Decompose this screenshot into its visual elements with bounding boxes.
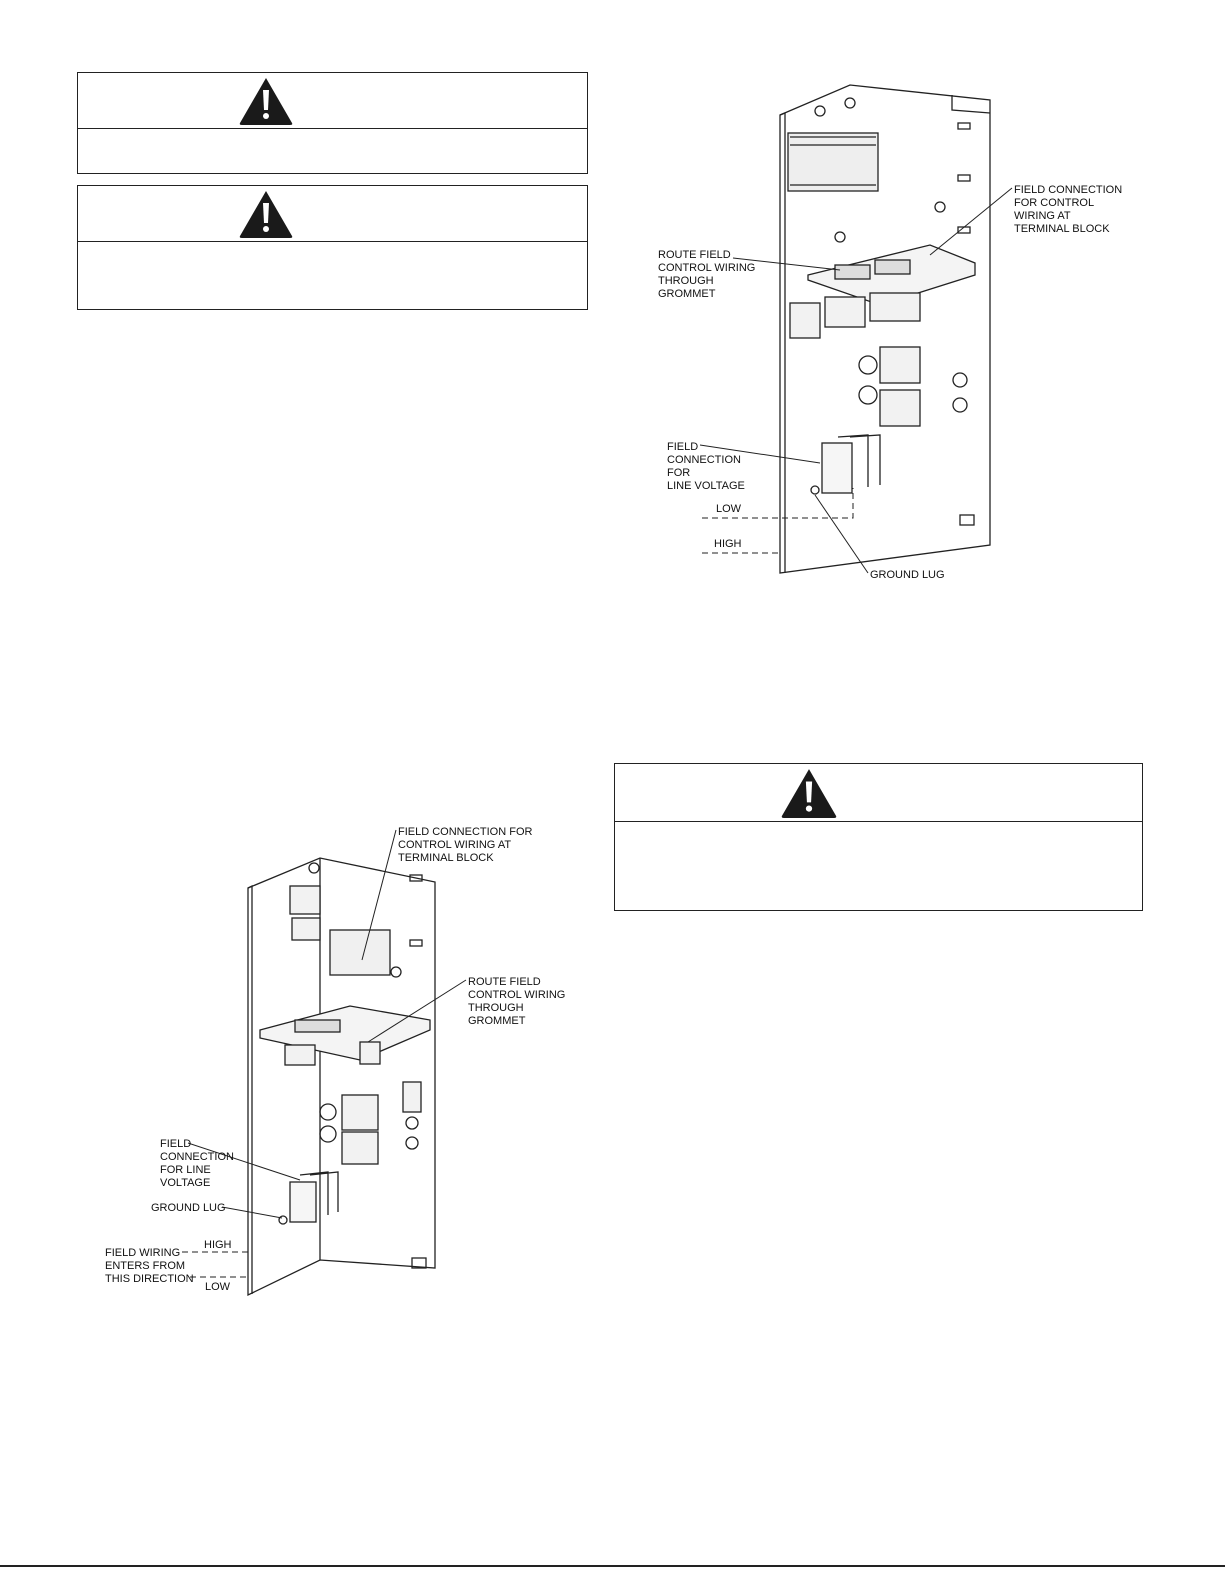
label-field-control-line4: TERMINAL BLOCK — [1014, 223, 1110, 235]
label-field-control-line3: WIRING AT — [1014, 210, 1071, 222]
label-b-route-grommet-line3: THROUGH — [468, 1002, 524, 1014]
warning-triangle-icon — [238, 189, 294, 239]
label-b-line-voltage-line1: FIELD — [160, 1138, 192, 1150]
label-b-line-voltage-line4: VOLTAGE — [160, 1177, 211, 1189]
label-line-voltage-line2: CONNECTION — [667, 454, 741, 466]
control-panel-diagram-bottom — [100, 820, 570, 1300]
label-b-line-voltage-line2: CONNECTION — [160, 1151, 234, 1163]
label-b-route-grommet-line1: ROUTE FIELD — [468, 976, 541, 988]
warning-box-1 — [77, 72, 588, 174]
label-b-route-grommet-line4: GROMMET — [468, 1015, 526, 1027]
warning-triangle-icon — [779, 767, 839, 819]
label-b-low: LOW — [205, 1281, 231, 1293]
label-b-line-voltage-line3: FOR LINE — [160, 1164, 211, 1176]
label-field-control-line1: FIELD CONNECTION — [1014, 184, 1123, 196]
label-b-field-wiring-line1: FIELD WIRING — [105, 1247, 181, 1259]
label-line-voltage-line1: FIELD — [667, 441, 699, 453]
label-low: LOW — [716, 503, 742, 515]
label-b-field-control-line3: TERMINAL BLOCK — [398, 852, 494, 864]
warning-box-3 — [614, 763, 1143, 911]
warning-header-1 — [78, 73, 587, 129]
label-route-grommet-line3: THROUGH — [658, 275, 714, 287]
label-b-field-control-line1: FIELD CONNECTION FOR — [398, 826, 533, 838]
label-b-field-wiring-line3: THIS DIRECTION — [105, 1273, 194, 1285]
warning-header-3 — [615, 764, 1142, 822]
label-field-control-line2: FOR CONTROL — [1014, 197, 1095, 209]
warning-box-2 — [77, 185, 588, 310]
label-route-grommet-line1: ROUTE FIELD — [658, 249, 731, 261]
label-high: HIGH — [714, 538, 742, 550]
label-b-route-grommet-line2: CONTROL WIRING — [468, 989, 566, 1001]
label-b-high: HIGH — [204, 1239, 232, 1251]
label-b-field-wiring-line2: ENTERS FROM — [105, 1260, 186, 1272]
label-line-voltage-line3: FOR — [667, 467, 691, 479]
label-route-grommet-line2: CONTROL WIRING — [658, 262, 756, 274]
label-ground-lug: GROUND LUG — [870, 569, 945, 581]
control-panel-diagram-top — [640, 75, 1150, 590]
label-b-field-control-line2: CONTROL WIRING AT — [398, 839, 512, 851]
label-route-grommet-line4: GROMMET — [658, 288, 716, 300]
warning-triangle-icon — [238, 76, 294, 126]
label-line-voltage-line4: LINE VOLTAGE — [667, 480, 745, 492]
footer-rule — [0, 1565, 1225, 1567]
label-b-ground-lug: GROUND LUG — [151, 1202, 226, 1214]
warning-header-2 — [78, 186, 587, 242]
